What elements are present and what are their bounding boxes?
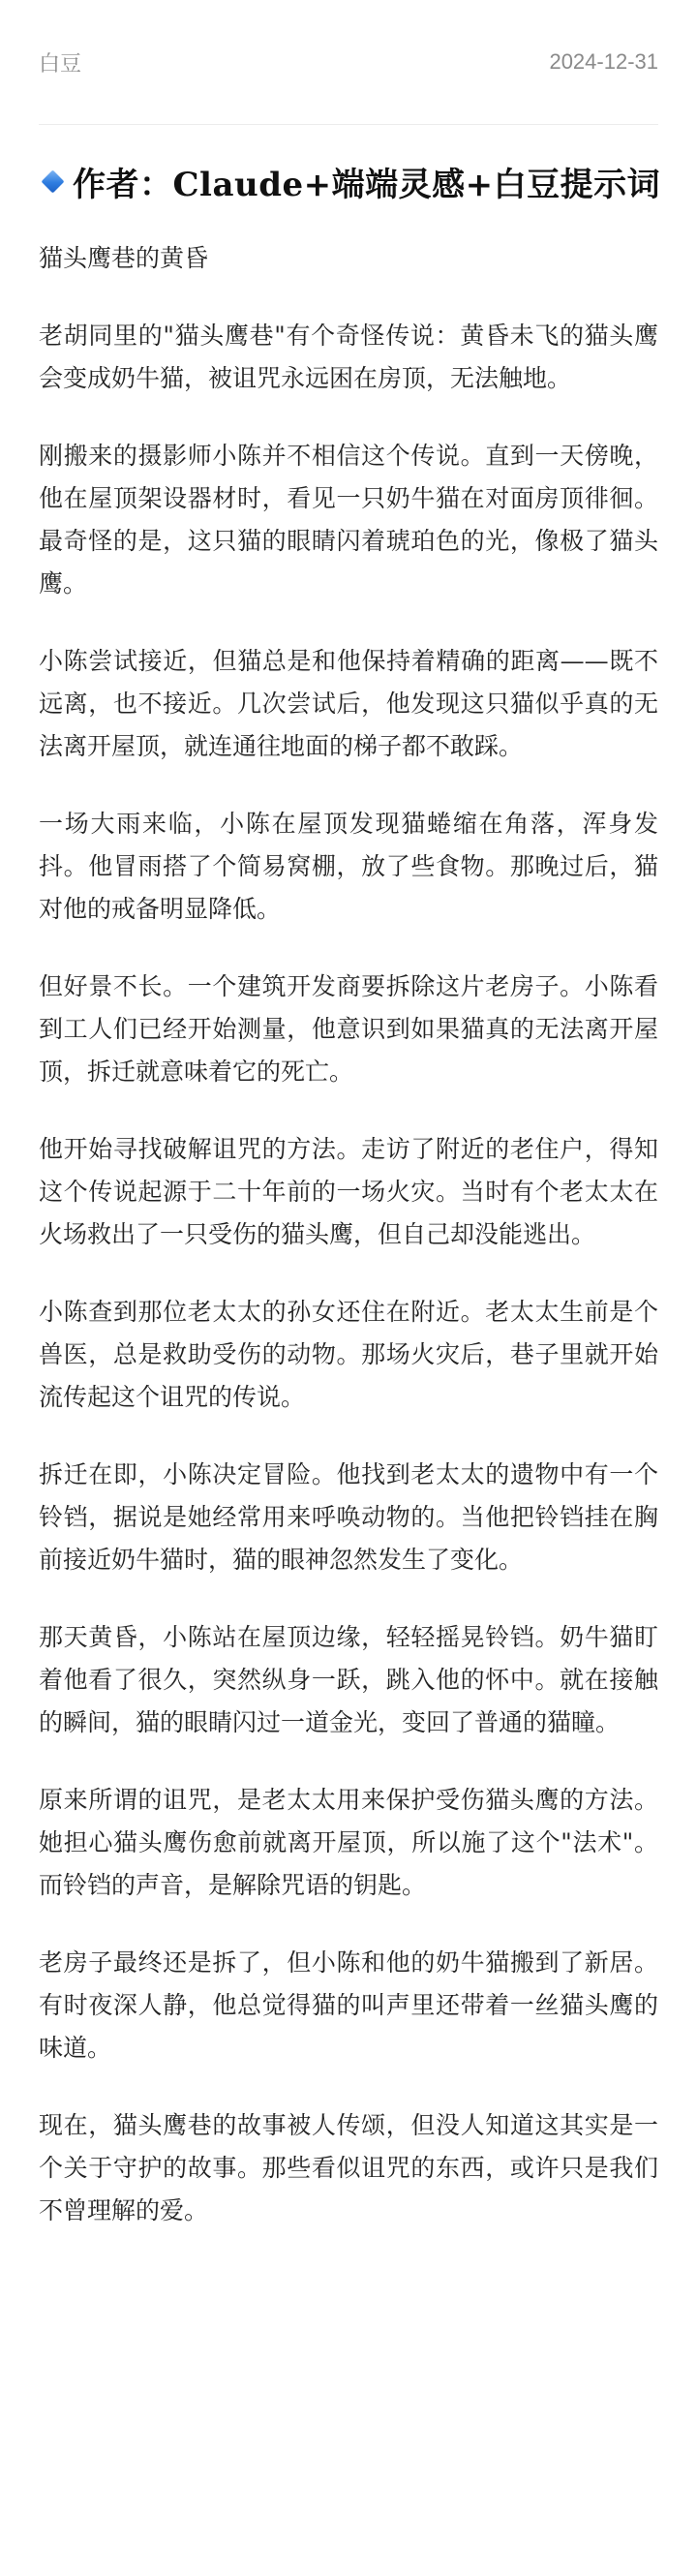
paragraph: 拆迁在即，小陈决定冒险。他找到老太太的遗物中有一个铃铛，据说是她经常用来呼唤动物的。当他把铃铛挂在胸前接近奶牛猫时，猫的眼神忽然发生了变化。 — [39, 1460, 658, 1574]
article-header — [39, 0, 658, 125]
paragraph: 老房子最终还是拆了，但小陈和他的奶牛猫搬到了新居。有时夜深人静，他总觉得猫的叫声里还带着一丝猫头鹰的味道。 — [39, 1948, 658, 2062]
publish-date: 2024-12-31 — [549, 49, 658, 74]
source-label[interactable]: 白豆 — [39, 50, 82, 76]
paragraph: 但好景不长。一个建筑开发商要拆除这片老房子。小陈看到工人们已经开始测量，他意识到如果猫真的无法离开屋顶，拆迁就意味着它的死亡。 — [39, 972, 658, 1086]
paragraph: 一场大雨来临，小陈在屋顶发现猫蜷缩在角落，浑身发抖。他冒雨搭了个简易窝棚，放了些食物。那晚过后，猫对他的戒备明显降低。 — [39, 810, 658, 923]
paragraph: 原来所谓的诅咒，是老太太用来保护受伤猫头鹰的方法。她担心猫头鹰伤愈前就离开屋顶，所以施了这个"法术"。而铃铛的声音，是解除咒语的钥匙。 — [39, 1786, 658, 1899]
story-title: 猫头鹰巷的黄昏 — [39, 244, 209, 272]
paragraph: 他开始寻找破解诅咒的方法。走访了附近的老住户，得知这个传说起源于二十年前的一场火灾。当时有个老太太在火场救出了一只受伤的猫头鹰，但自己却没能逃出。 — [39, 1135, 658, 1248]
article-title: 作者：Claude+端端灵感+白豆提示词 — [73, 165, 661, 204]
paragraph: 小陈尝试接近，但猫总是和他保持着精确的距离——既不远离，也不接近。几次尝试后，他发现这只猫似乎真的无法离开屋顶，就连通往地面的梯子都不敢踩。 — [39, 647, 658, 760]
paragraph: 那天黄昏，小陈站在屋顶边缘，轻轻摇晃铃铛。奶牛猫盯着他看了很久，突然纵身一跃，跳入他的怀中。就在接触的瞬间，猫的眼睛闪过一道金光，变回了普通的猫瞳。 — [39, 1623, 658, 1736]
paragraph: 刚搬来的摄影师小陈并不相信这个传说。直到一天傍晚，他在屋顶架设器材时，看见一只奶牛猫在对面房顶徘徊。最奇怪的是，这只猫的眼睛闪着琥珀色的光，像极了猫头鹰。 — [39, 442, 658, 598]
paragraph: 现在，猫头鹰巷的故事被人传颂，但没人知道这其实是一个关于守护的故事。那些看似诅咒的东西，或许只是我们不曾理解的爱。 — [39, 2111, 658, 2224]
paragraph: 老胡同里的"猫头鹰巷"有个奇怪传说：黄昏未飞的猫头鹰会变成奶牛猫，被诅咒永远困在房顶，无法触地。 — [39, 322, 658, 392]
blue-diamond-icon — [41, 169, 64, 193]
paragraph: 小陈查到那位老太太的孙女还住在附近。老太太生前是个兽医，总是救助受伤的动物。那场火灾后，巷子里就开始流传起这个诅咒的传说。 — [39, 1298, 658, 1411]
article-body — [39, 315, 658, 2232]
article-title-row — [39, 152, 661, 210]
